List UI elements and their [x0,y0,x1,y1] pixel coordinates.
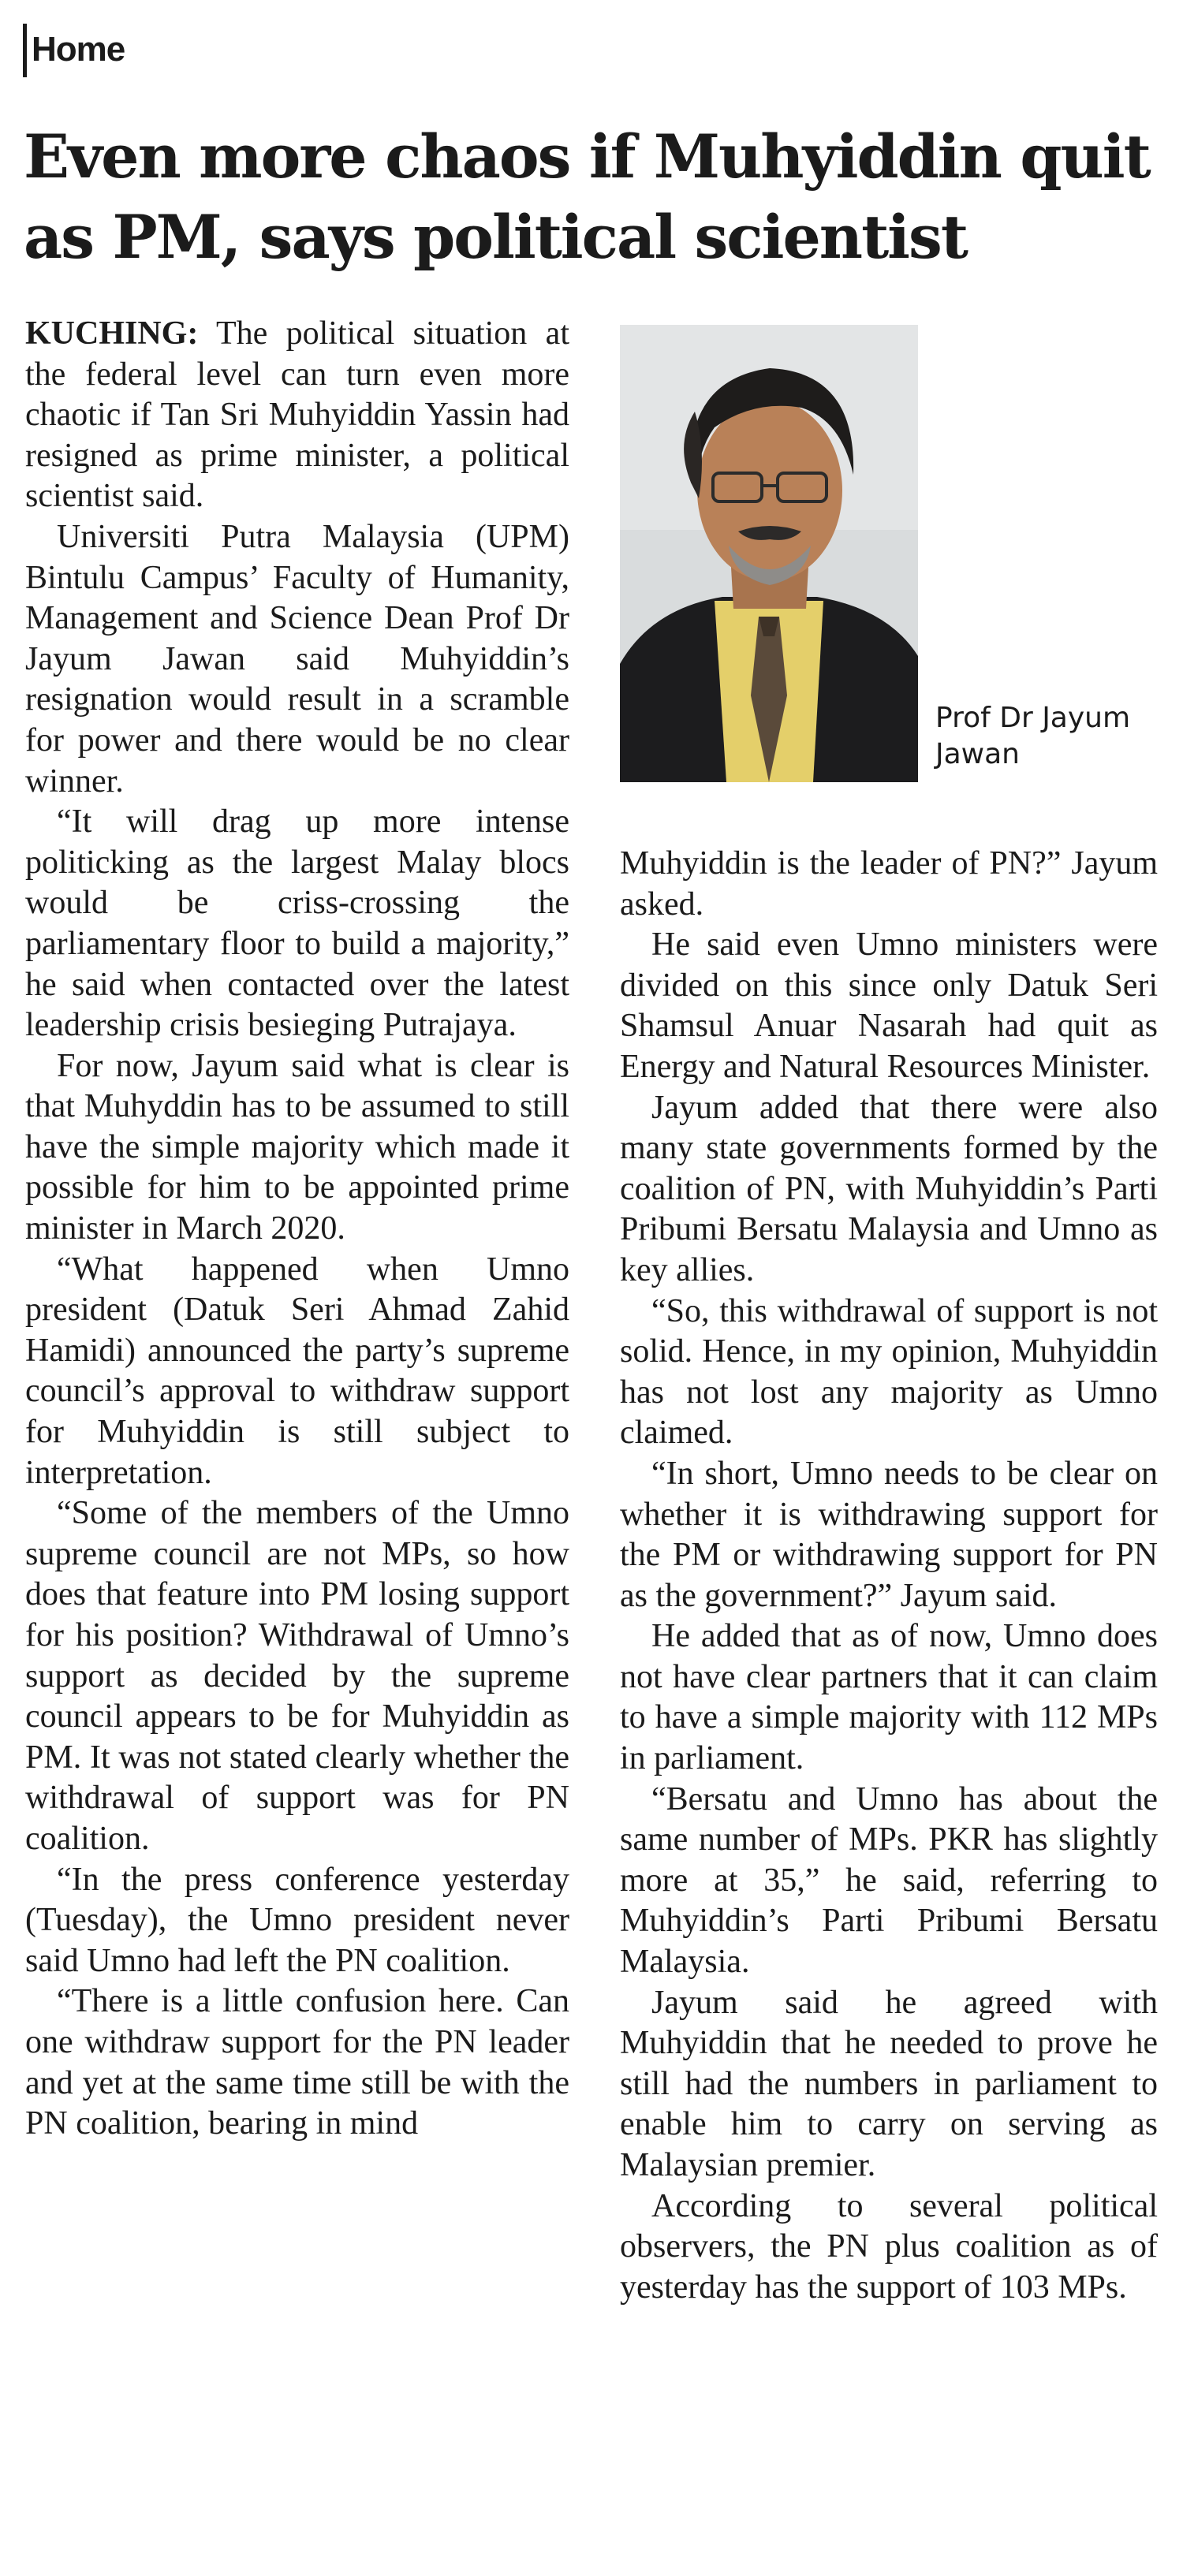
portrait-photo [620,325,918,782]
section-label: Home [32,30,125,69]
paragraph: Muhyiddin is the leader of PN?” Jayum asked. [620,845,1158,923]
paragraph: “In the press conference yesterday (Tuesday), the Umno president never said Umno had left the PN coalition. [25,1861,569,1979]
paragraph: “It will drag up more intense politicking as the largest Malay blocs would be criss-crossing the parliamentary floor to build a majority,” he said when contacted over the latest leadership crisis besieging Putrajaya. [25,803,569,1044]
portrait-illustration [620,325,918,782]
paragraph: “What happened when Umno president (Datuk Seri Ahmad Zahid Hamidi) announced the party’s supreme council’s approval to withdraw support for Muhyiddin is still subject to interpretation. [25,1251,569,1491]
section-rule [23,24,27,77]
paragraph: He added that as of now, Umno does not have clear partners that it can claim to have a simple majority with 112 MPs in parliament. [620,1618,1158,1777]
left-column [25,314,569,2145]
paragraph: Jayum added that there were also many state governments formed by the coalition of PN, with Muhyiddin’s Parti Pribumi Bersatu Malaysia and Umno as key allies. [620,1089,1158,1288]
paragraph: “So, this withdrawal of support is not solid. Hence, in my opinion, Muhyiddin has not lost any majority as Umno claimed. [620,1292,1158,1452]
paragraph-lead [25,314,569,517]
photo-caption: Prof Dr Jayum Jawan [935,702,1131,770]
right-column [620,844,1158,2308]
paragraph: For now, Jayum said what is clear is that Muhyddin has to be assumed to still have the simple majority which made it possible for him to be appointed prime minister in March 2020. [25,1047,569,1247]
paragraph: Universiti Putra Malaysia (UPM) Bintulu Campus’ Faculty of Humanity, Management and Science Dean Prof Dr Jayum Jawan said Muhyiddin’s resignation would result in a scramble for power and there would be no clear winner. [25,518,569,800]
paragraph-text: The political situation at the federal level can turn even more chaotic if Tan Sri Muhyiddin Yassin had resigned as prime minister, a political scientist said. [25,315,569,515]
paragraph: “Bersatu and Umno has about the same number of MPs. PKR has slightly more at 35,” he said, referring to Muhyiddin’s Parti Pribumi Bersatu Malaysia. [620,1780,1158,1981]
dateline: KUCHING: [25,315,199,352]
paragraph: Jayum said he agreed with Muhyiddin that he needed to prove he still had the numbers in parliament to enable him to carry on serving as Malaysian premier. [620,1984,1158,2183]
paragraph: “In short, Umno needs to be clear on whether it is withdrawing support for the PM or withdrawing support for PN as the government?” Jayum said. [620,1455,1158,1614]
paragraph: “Some of the members of the Umno supreme council are not MPs, so how does that feature into PM losing support for his position? Withdrawal of Umno’s support as decided by the supreme council appears to be for Muhyiddin as PM. It was not stated clearly whether the withdrawal of support was for PN coalition. [25,1495,569,1857]
paragraph: He said even Umno ministers were divided on this since only Datuk Seri Shamsul Anuar Nasarah had quit as Energy and Natural Resources Minister. [620,926,1158,1085]
paragraph: According to several political observers, the PN plus coalition as of yesterday has the support of 103 MPs. [620,2187,1158,2306]
headline: Even more chaos if Muhyiddin quit as PM, says political scientist [24,121,1150,272]
paragraph: “There is a little confusion here. Can one withdraw support for the PN leader and yet at the same time still be with the PN coalition, bearing in mind [25,1983,569,2142]
